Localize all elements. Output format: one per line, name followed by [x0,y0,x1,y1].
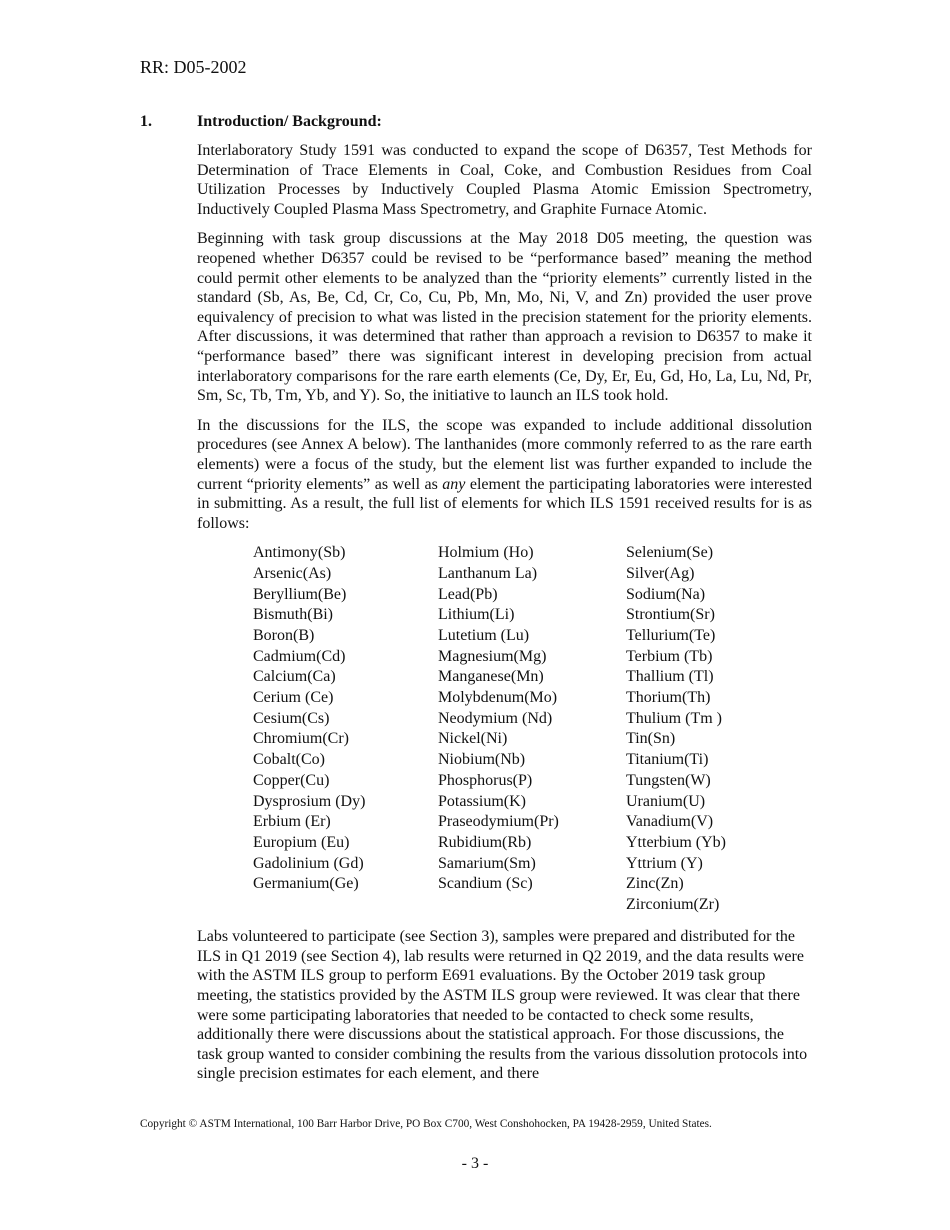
element-item: Samarium(Sm) [438,854,536,872]
element-item: Ytterbium (Yb) [626,833,726,851]
element-column-3 [626,543,726,915]
element-item: Bismuth(Bi) [253,606,334,624]
page-number: - 3 - [461,1155,489,1172]
element-item: Holmium (Ho) [438,544,534,562]
element-item: Thulium (Tm ) [626,709,722,727]
element-item: Lead(Pb) [438,585,498,603]
element-item: Antimony(Sb) [253,544,346,562]
element-item: Cesium(Cs) [253,709,330,727]
element-item: Europium (Eu) [253,833,350,851]
element-item: Titanium(Ti) [626,751,709,769]
element-column-1 [253,543,365,895]
element-item: Copper(Cu) [253,771,330,789]
running-header: RR: D05-2002 [140,57,247,77]
element-item: Manganese(Mn) [438,668,544,686]
paragraph-3-part-b: element the participating laboratories were interested in submitting. As a result, the full list of elements for which ILS 1591 received results for is as follows: [197,475,812,532]
element-item: Dysprosium (Dy) [253,792,366,810]
element-item: Beryllium(Be) [253,585,347,603]
element-item: Magnesium(Mg) [438,647,547,665]
paragraph-2: Beginning with task group discussions at the May 2018 D05 meeting, the question was reopened whether D6357 could be revised to be “performance based” meaning the method could permit other elements to be analyzed than the “priority elements” currently listed in the standard (Sb, As, Be, Cd, Cr, Co, Cu, Pb, Mn, Mo, Ni, V, and Zn) provided the user prove equivalency of precision to what was listed in the precision statement for the priority elements. After discussions, it was determined that rather than approach a revision to D6357 to make it “performance based” there was significant interest in developing precision from actual interlaboratory comparisons for the rare earth elements (Ce, Dy, Er, Eu, Gd, Ho, La, Lu, Nd, Pr, Sm, Sc, Tb, Tm, Yb, and Y). So, the initiative to launch an ILS took hold. [197,230,812,405]
element-item: Tin(Sn) [626,730,676,748]
element-list [197,543,812,915]
element-item: Niobium(Nb) [438,751,526,769]
element-item: Selenium(Se) [626,544,714,562]
element-item: Scandium (Sc) [438,875,533,893]
paragraph-3-part-a: In the discussions for the ILS, the scope was expanded to include additional dissolution procedures (see Annex A below). The lanthanides (more commonly referred to as the rare earth elements) were a focus of the study, but the element list was further expanded to include the current “priority elements” as well as [197,416,812,493]
element-item: Molybdenum(Mo) [438,689,558,707]
element-item: Cobalt(Co) [253,751,325,769]
element-item: Tungsten(W) [626,771,711,789]
element-item: Erbium (Er) [253,813,331,831]
section-title: Introduction/ Background: [197,113,382,130]
copyright-footer: Copyright © ASTM International, 100 Barr Harbor Drive, PO Box C700, West Conshohocken, PA 19428-2959, United States. [140,1118,712,1130]
element-item: Zirconium(Zr) [626,895,720,913]
element-item: Sodium(Na) [626,585,706,603]
element-item: Germanium(Ge) [253,875,359,893]
section-number: 1. [140,113,152,130]
paragraph-3-emphasis: any [442,475,466,493]
element-item: Terbium (Tb) [626,647,713,665]
section-body [197,141,812,1094]
element-item: Yttrium (Y) [626,854,703,872]
element-item: Neodymium (Nd) [438,709,553,727]
element-item: Phosphorus(P) [438,771,533,789]
element-item: Cerium (Ce) [253,689,334,707]
element-item: Arsenic(As) [253,564,332,582]
paragraph-3 [197,416,812,534]
element-item: Strontium(Sr) [626,606,715,624]
element-item: Lanthanum La) [438,564,538,582]
element-item: Silver(Ag) [626,564,695,582]
element-item: Lutetium (Lu) [438,627,530,645]
element-item: Zinc(Zn) [626,875,684,893]
element-item: Boron(B) [253,627,315,645]
element-item: Potassium(K) [438,792,526,810]
element-item: Cadmium(Cd) [253,647,346,665]
element-item: Vanadium(V) [626,813,714,831]
element-item: Thallium (Tl) [626,668,714,686]
element-item: Nickel(Ni) [438,730,508,748]
paragraph-1: Interlaboratory Study 1591 was conducted to expand the scope of D6357, Test Methods for Determination of Trace Elements in Coal, Coke, and Combustion Residues from Coal Utilization Processes by Inductively Coupled Plasma Atomic Emission Spectrometry, Inductively Coupled Plasma Mass Spectrometry, and Graphite Furnace Atomic. [197,142,812,218]
element-item: Calcium(Ca) [253,668,336,686]
element-item: Uranium(U) [626,792,706,810]
element-item: Thorium(Th) [626,689,711,707]
element-item: Rubidium(Rb) [438,833,532,851]
element-item: Gadolinium (Gd) [253,854,364,872]
element-item: Chromium(Cr) [253,730,349,748]
element-item: Lithium(Li) [438,606,515,624]
element-item: Praseodymium(Pr) [438,813,559,831]
paragraph-4: Labs volunteered to participate (see Section 3), samples were prepared and distributed for the ILS in Q1 2019 (see Section 4), lab results were returned in Q2 2019, and the data results were with the ASTM ILS group to perform E691 evaluations. By the October 2019 task group meeting, the statistics provided by the ASTM ILS group were reviewed. It was clear that there were some participating laboratories that needed to be contacted to check some results, additionally there were discussions about the statistical approach. For those discussions, the task group wanted to consider combining the results from the various dissolution protocols into single precision estimates for each element, and there [197,928,808,1083]
element-item: Tellurium(Te) [626,627,716,645]
element-column-2 [438,543,559,895]
